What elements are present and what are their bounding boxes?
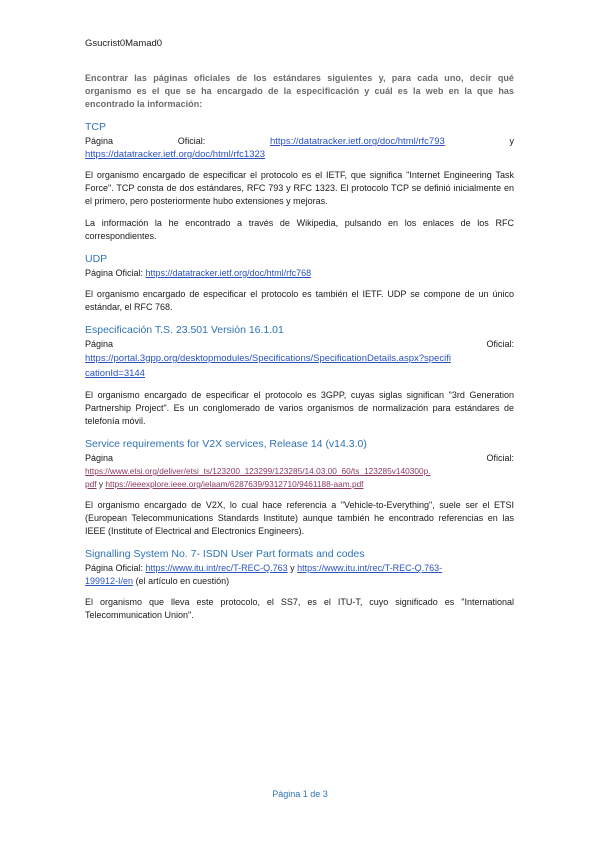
paragraph: El organismo encargado de especificar el protocolo es el IETF, que significa "Internet Engineering Task Force". TCP consta de dos estándares, RFC 793 y RFC 1323. El protocolo TCP se definió inicialmente en el primero, pero posteriormente hubo extensiones y mejoras. bbox=[85, 170, 514, 206]
assignment-intro: Encontrar las páginas oficiales de los estándares siguientes y, para cada uno, decir qué organismo es el que se ha encargado de la especificación y cuál es la web en la que has encontrado la información: bbox=[85, 73, 514, 109]
section-ts-23501 bbox=[85, 323, 514, 428]
section-heading: TCP bbox=[85, 121, 106, 133]
rfc793-link[interactable]: https://datatracker.ietf.org/doc/html/rfc793 bbox=[269, 136, 445, 147]
3gpp-link[interactable]: https://portal.3gpp.org/desktopmodules/Specifications/SpecificationDetails.aspx?specifi cationId=3144 bbox=[85, 353, 451, 379]
joiner-text: y bbox=[290, 563, 295, 573]
official-label: Oficial: bbox=[486, 339, 514, 349]
paragraph: El organismo que lleva este protocolo, el SS7, es el ITU-T, cuyo significado es "International Telecommunication Union". bbox=[85, 597, 514, 620]
paragraph: La información la he encontrado a través de Wikipedia, pulsando en los enlaces de los RFC correspondientes. bbox=[85, 218, 514, 241]
section-heading: Signalling System No. 7- ISDN User Part formats and codes bbox=[85, 548, 365, 560]
rfc1323-link[interactable]: https://datatracker.ietf.org/doc/html/rfc1323 bbox=[85, 149, 266, 160]
section-heading: Especificación T.S. 23.501 Versión 16.1.01 bbox=[85, 324, 284, 336]
joiner-text: y bbox=[509, 136, 514, 146]
document-body bbox=[85, 72, 514, 631]
section-v2x bbox=[85, 437, 514, 538]
section-ss7 bbox=[85, 547, 514, 622]
author-name: Gsucrist0Mamad0 bbox=[85, 38, 163, 49]
official-label: Oficial: bbox=[177, 136, 206, 146]
page-label: Página bbox=[85, 339, 114, 349]
rfc768-link[interactable]: https://datatracker.ietf.org/doc/html/rfc768 bbox=[145, 268, 312, 278]
section-tcp bbox=[85, 120, 514, 243]
paragraph: El organismo encargado de especificar el protocolo es 3GPP, cuyas siglas significan "3rd Generation Partnership Project". Es un conglomerado de varios organismos de normalización para estándares de telefonía móvil. bbox=[85, 390, 514, 426]
section-heading: Service requirements for V2X services, Release 14 (v14.3.0) bbox=[85, 438, 367, 450]
official-label: Oficial: bbox=[486, 453, 514, 463]
official-page-line bbox=[85, 338, 514, 351]
itu-q763-link[interactable]: https://www.itu.int/rec/T-REC-Q.763 bbox=[145, 563, 288, 573]
link-note: (el artículo en cuestión) bbox=[135, 576, 230, 586]
paragraph: El organismo encargado de V2X, lo cual hace referencia a "Vehicle-to-Everything", suele ser el ETSI (European Telecommunications Standards Institute) aunque también he encontrado referencias en las IEEE (Institute of Electrical and Electronics Engineers). bbox=[85, 500, 514, 536]
etsi-link[interactable]: https://www.etsi.org/deliver/etsi_ts/123200_123299/123285/14.03.00_60/ts_123285v140300p. pdf bbox=[85, 466, 431, 489]
itu-q763-199912-link[interactable]: https://www.itu.int/rec/T-REC-Q.763- 199912-I/en bbox=[85, 563, 443, 586]
page-number-footer: Página 1 de 3 bbox=[272, 789, 328, 799]
joiner-text: y bbox=[98, 479, 104, 489]
ieee-link[interactable]: https://ieeexplore.ieee.org/ielaam/6287639/9312710/9461188-aam.pdf bbox=[105, 479, 364, 489]
page-label: Página bbox=[85, 453, 114, 463]
page-official-label: Página Oficial: bbox=[85, 563, 144, 573]
section-udp bbox=[85, 252, 514, 314]
official-page-line bbox=[85, 452, 514, 465]
paragraph: El organismo encargado de especificar el protocolo es también el IETF. UDP se compone de un único estándar, el RFC 768. bbox=[85, 289, 514, 312]
page-label: Página bbox=[85, 136, 114, 146]
page-official-label: Página Oficial: bbox=[85, 268, 144, 278]
official-page-line bbox=[85, 135, 514, 148]
section-heading: UDP bbox=[85, 253, 108, 265]
